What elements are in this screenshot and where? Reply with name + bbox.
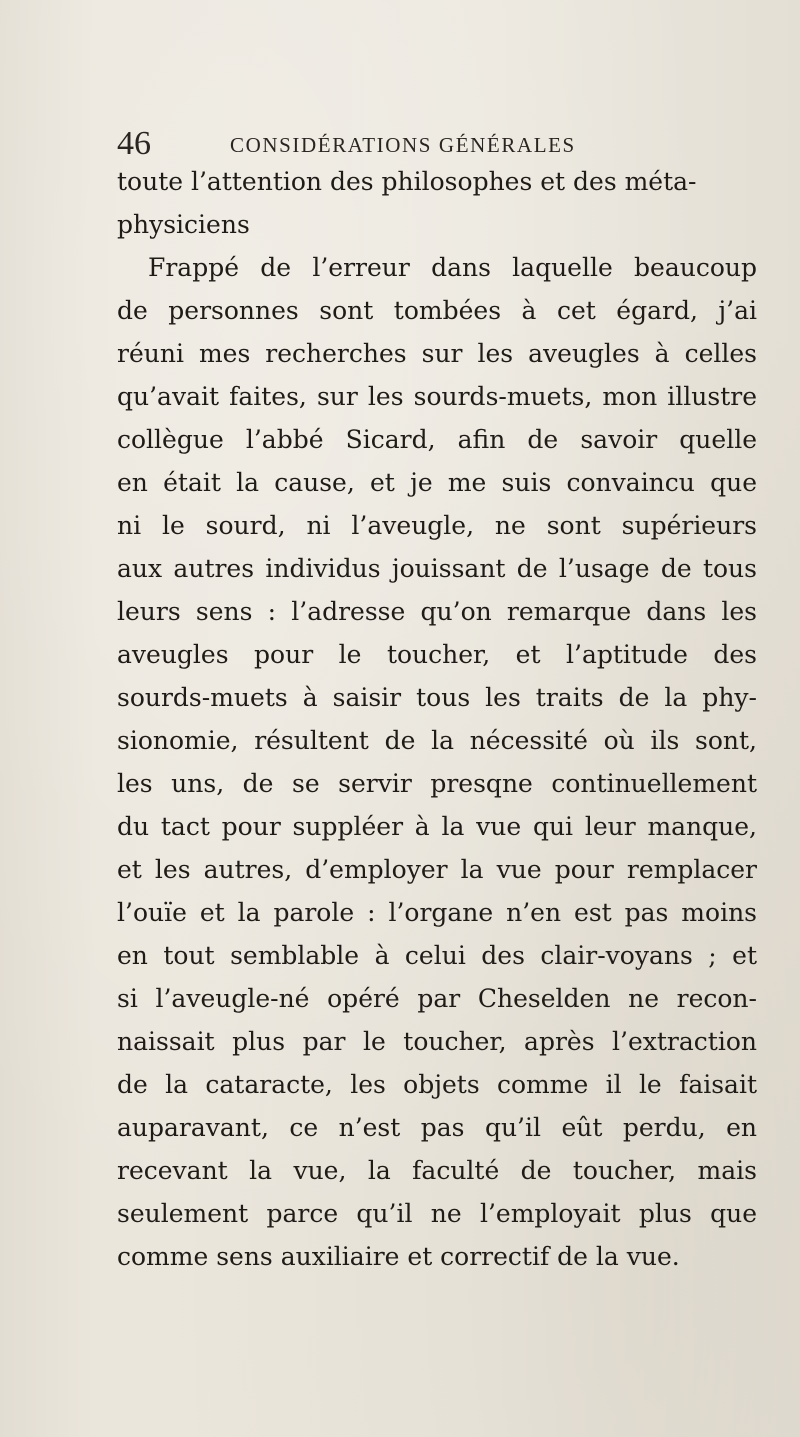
text-line: l’ouïe et la parole : l’organe n’en est pas moins: [117, 898, 757, 927]
text-line: réuni mes recherches sur les aveugles à celles: [117, 339, 757, 368]
text-line: toute l’attention des philosophes et des méta-: [117, 167, 697, 196]
text-line: et les autres, d’employer la vue pour remplacer: [117, 855, 757, 884]
text-line: sourds-muets à saisir tous les traits de la phy-: [117, 683, 757, 712]
text-line: collègue l’abbé Sicard, afin de savoir quelle: [117, 425, 757, 454]
text-line: recevant la vue, la faculté de toucher, mais: [117, 1156, 757, 1185]
text-line: en tout semblable à celui des clair-voyans ; et: [117, 941, 757, 970]
body-text: [117, 160, 757, 1278]
text-line: les uns, de se servir presqne continuellement: [117, 769, 757, 798]
text-line: aux autres individus jouissant de l’usage de tous: [117, 554, 757, 583]
text-line: si l’aveugle-né opéré par Cheselden ne recon-: [117, 984, 757, 1013]
running-title: CONSIDÉRATIONS GÉNÉRALES: [230, 133, 576, 157]
text-line: auparavant, ce n’est pas qu’il eût perdu, en: [117, 1113, 757, 1142]
text-line: seulement parce qu’il ne l’employait plus que: [117, 1199, 757, 1228]
text-line: aveugles pour le toucher, et l’aptitude des: [117, 640, 757, 669]
text-line: naissait plus par le toucher, après l’extraction: [117, 1027, 757, 1056]
text-line: qu’avait faites, sur les sourds-muets, mon illustre: [117, 382, 757, 411]
text-line: du tact pour suppléer à la vue qui leur manque,: [117, 812, 757, 841]
text-line: de personnes sont tombées à cet égard, j’ai: [117, 296, 757, 325]
page-header: [117, 124, 717, 164]
text-line: sionomie, résultent de la nécessité où ils sont,: [117, 726, 757, 755]
text-line: en était la cause, et je me suis convaincu que: [117, 468, 757, 497]
paragraph-start-line: Frappé de l’erreur dans laquelle beaucoup: [148, 253, 757, 282]
text-line: ni le sourd, ni l’aveugle, ne sont supérieurs: [117, 511, 757, 540]
page-number: 46: [117, 125, 151, 162]
text-line: physiciens: [117, 210, 250, 239]
text-line: leurs sens : l’adresse qu’on remarque dans les: [117, 597, 757, 626]
text-line: comme sens auxiliaire et correctif de la vue.: [117, 1242, 680, 1271]
text-line: de la cataracte, les objets comme il le faisait: [117, 1070, 757, 1099]
